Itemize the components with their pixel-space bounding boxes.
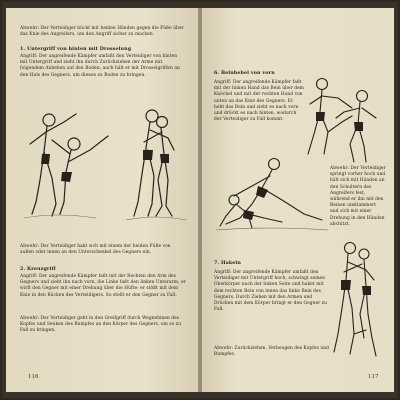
left-paragraph-1: Angriff: Der angreifende Kämpfer umfaßt den Verteidiger von hinten mit Untergriff und zieht ihn durch Zurückziehen der Arme mit folgendem Anheben auf den Boden; auch hält er mit Drosselgriffen an den Hals des Gegners, um diesen zu Boden zu bringen. bbox=[20, 54, 180, 78]
left-page bbox=[6, 8, 198, 392]
left-heading-2: 2. Kreuzgriff bbox=[20, 266, 56, 272]
left-page-number: 116 bbox=[28, 374, 39, 380]
wrestling-illustration-top-right bbox=[302, 68, 388, 168]
wrestling-illustration-left bbox=[16, 92, 188, 227]
right-paragraph-4: Abwehr: Zurückziehen, Verbeugen des Kopfes und Rumpfes. bbox=[214, 346, 329, 358]
right-page bbox=[202, 8, 394, 392]
right-paragraph-1: Angriff: Der angreifende Kämpfer faßt mit der linken Hand das Bein über dem Knöchel und mit der rechten Hand von unten an das Knie des Gegners. Er hebt das Bein und zieht es nach vorn und drückt es nach hinten, wodurch der Verteidiger zu Fall kommt. bbox=[214, 80, 304, 123]
wrestling-illustration-bottom-right bbox=[332, 234, 388, 364]
right-paragraph-2: Abwehr: Der Verteidiger springt vorher hoch und hält sich mit Händen an den Schultern des Angreifers fest, während er ihn mit den Beinen umklammert und sich mit einer Drehung in den Händen abstützt. bbox=[330, 166, 386, 227]
right-paragraph-3: Angriff: Der angreifende Kämpfer umfaßt den Verteidiger mit Untergriff hoch, schwingt seinen Oberkörper nach der linken Seite und haket mit dem rechten Bein von innen das linke Bein des Gegners. Durch Ziehen mit den Armen und Drücken mit dem Körper bringt er den Gegner zu Fall. bbox=[214, 270, 327, 313]
right-heading-2: 7. Hakeln bbox=[214, 260, 241, 266]
left-heading-1: 1. Untergriff von hinten mit Drosselung bbox=[20, 46, 132, 52]
left-paragraph-3: Angriff: Der angreifende Kämpfer faßt mit der Rechten den Arm des Gegners und zieht ihn nach vorn, die Linke faßt den linken Unterarm, er wirft den Gegner mit einer Drehung über die Hüfte; er stößt mit dem Knie in den Rücken des Verteidigers. So stellt er den Gegner zu Fall. bbox=[20, 274, 186, 298]
left-paragraph-2: Abwehr: Der Verteidiger hakt sich mit einem der beiden Füße von außen oder innen an den Unterschenkel des Gegners ein. bbox=[20, 244, 171, 256]
open-book bbox=[2, 2, 398, 398]
right-heading-1: 6. Beinhebel von vorn bbox=[214, 70, 275, 76]
wrestling-illustration-middle-right bbox=[212, 156, 332, 234]
left-top-paragraph: Abwehr: Der Verteidiger bückt mit beiden Händen gegen die Füße über das Knie des Angreifers, um den Angriff sicher zu machen. bbox=[20, 26, 184, 38]
right-page-number: 117 bbox=[368, 374, 379, 380]
left-paragraph-4: Abwehr: Der Verteidiger geht in den Greifgriff durch Wegnehmen des Kopfes und Senken des Rumpfes an den Körper des Gegners, um so zu Fall zu bringen. bbox=[20, 316, 182, 334]
